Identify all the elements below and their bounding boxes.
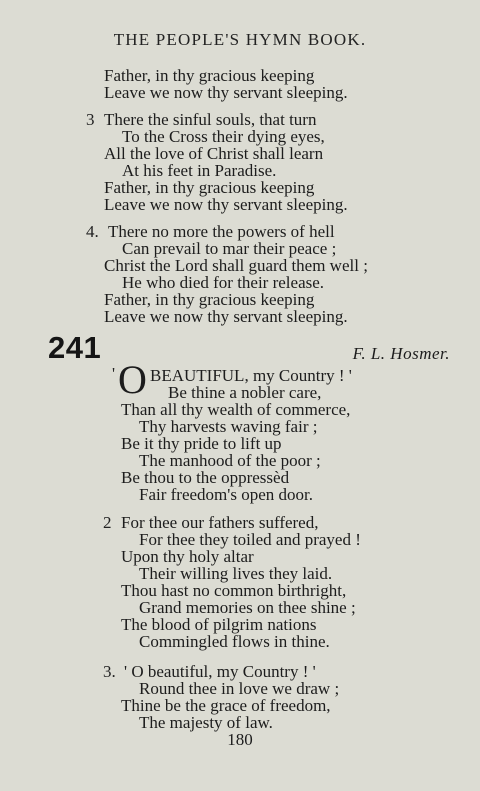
verse-line: The majesty of law. [139, 713, 273, 732]
verse-line: Be it thy pride to lift up [121, 434, 282, 453]
verse-line: Grand memories on thee shine ; [139, 598, 356, 617]
verse-line: ' O beautiful, my Country ! ' [124, 662, 316, 681]
verse-line: Thou hast no common birthright, [121, 581, 347, 600]
verse-line: Fair freedom's open door. [139, 485, 313, 504]
open-quote: ' [112, 364, 116, 383]
verse-line: Father, in thy gracious keeping [104, 290, 315, 309]
verse-line: There no more the powers of hell [108, 222, 335, 241]
verse-line: Leave we now thy servant sleeping. [104, 195, 348, 214]
verse-line: Christ the Lord shall guard them well ; [104, 256, 368, 275]
verse-line: Leave we now thy servant sleeping. [104, 307, 348, 326]
verse-number: 3 [86, 110, 95, 129]
verse-line: Father, in thy gracious keeping [104, 66, 315, 85]
verse-line: To the Cross their dying eyes, [122, 127, 325, 146]
verse-number: 3. [103, 662, 116, 681]
verse-line: Thine be the grace of freedom, [121, 696, 331, 715]
running-head: THE PEOPLE'S HYMN BOOK. [113, 30, 367, 49]
verse-line: At his feet in Paradise. [122, 161, 277, 180]
verse-line: Be thine a nobler care, [168, 383, 322, 402]
verse-line: Be thou to the oppressèd [121, 468, 290, 487]
verse-line: The blood of pilgrim nations [121, 615, 317, 634]
verse-line: For thee they toiled and prayed ! [139, 530, 361, 549]
verse-number: 4. [86, 222, 99, 241]
hymn-author: F. L. Hosmer. [352, 344, 450, 363]
hymn-number: 241 [48, 330, 102, 365]
verse-line: Can prevail to mar their peace ; [122, 239, 337, 258]
verse-line: Thy harvests waving fair ; [139, 417, 318, 436]
verse-line: BEAUTIFUL, my Country ! ' [150, 366, 352, 385]
verse-number: 2 [103, 513, 112, 532]
verse-line: Commingled flows in thine. [139, 632, 330, 651]
verse-line: Their willing lives they laid. [139, 564, 333, 583]
verse-line: He who died for their release. [122, 273, 325, 292]
verse-line: Upon thy holy altar [121, 547, 254, 566]
verse-line: Leave we now thy servant sleeping. [104, 83, 348, 102]
verse-line: Father, in thy gracious keeping [104, 178, 315, 197]
page-number: 180 [227, 730, 253, 749]
drop-cap: O [118, 357, 147, 402]
verse-line: The manhood of the poor ; [139, 451, 321, 470]
verse-line: For thee our fathers suffered, [121, 513, 319, 532]
verse-line: Round thee in love we draw ; [139, 679, 340, 698]
verse-line: All the love of Christ shall learn [104, 144, 324, 163]
verse-line: Than all thy wealth of commerce, [121, 400, 351, 419]
verse-line: There the sinful souls, that turn [104, 110, 317, 129]
